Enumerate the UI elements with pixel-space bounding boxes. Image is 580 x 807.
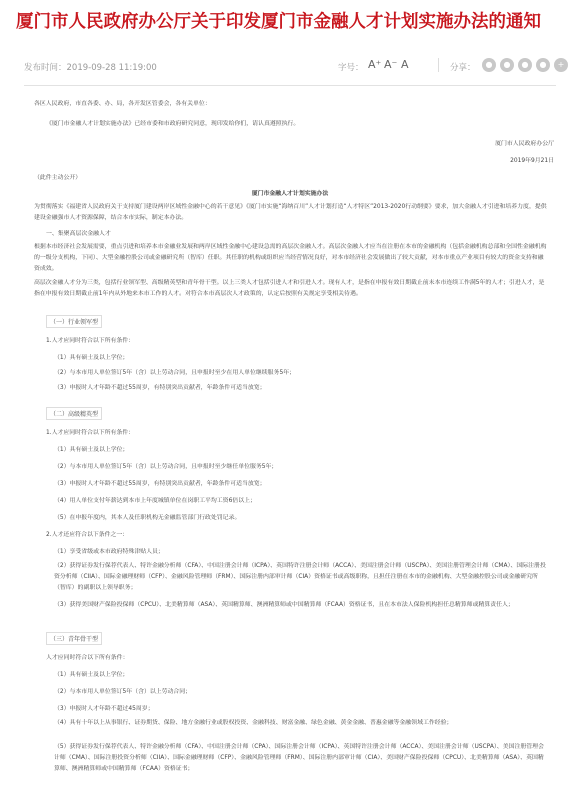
list-intro: 1.人才应同时符合以下所有条件： xyxy=(46,430,135,436)
list-intro: 2.人才还应符合以下条件之一： xyxy=(46,532,129,538)
tencent-icon[interactable]: ● xyxy=(536,58,550,72)
list-intro: 1.人才应同时符合以下所有条件： xyxy=(46,338,135,344)
font-size-increase-button[interactable]: A⁺ xyxy=(368,58,382,71)
doc-subtitle: 厦门市金融人才计划实施办法 xyxy=(251,191,329,197)
list-intro: 人才应同时符合以下所有条件： xyxy=(46,655,129,661)
list-item: （1）具有硕士及以上学位； xyxy=(54,355,129,361)
list-item: （1）具有硕士及以上学位； xyxy=(54,672,129,678)
list-item: （2）与本市用人单位签订5年（含）以上劳动合同，且申报时至少继任单位服务5年； xyxy=(54,464,278,470)
weibo-icon[interactable]: ● xyxy=(500,58,514,72)
issue-date: 2019年9月21日 xyxy=(510,158,554,164)
paragraph: 根据本市经济社会发展需要，重点引进和培养本市金融业发展和两岸区域性金融中心建设急需的高层次金融人才。高层次金融人才应当在注册在本市的金融机构（包括金融机构总部和全国性金融机构的一级分支机构，下同）、大型金融控股公司或金融研究所（智库）任职。其任职的机构或组织应当经营情况良好，对本市经济社会发展做出了较大贡献，对本市重点产业项目有较大的资金支持和融资成效。 xyxy=(34,244,547,272)
section-heading: 一、集聚高层次金融人才 xyxy=(46,231,111,237)
meta-bar xyxy=(24,54,565,78)
list-item: （2）与本市用人单位签订5年（含）以上劳动合同，且申报时至少在用人单位继续服务5年； xyxy=(54,370,295,376)
list-item: （3）申报时人才年龄不超过55周岁，有特别突出贡献者，年龄条件可适当放宽； xyxy=(54,385,266,391)
more-icon[interactable]: + xyxy=(554,58,568,72)
font-size-decrease-button[interactable]: A⁻ xyxy=(384,58,398,71)
subsection-heading: （二）高级精英型 xyxy=(46,407,102,420)
publish-time: 2019-09-28 11:19:00 xyxy=(66,63,157,73)
list-item: （1）具有硕士及以上学位； xyxy=(54,447,129,453)
subsection-heading: （三）青年骨干型 xyxy=(46,632,102,645)
list-item: （3）申报时人才年龄不超过55周岁，有特别突出贡献者，年龄条件可适当放宽； xyxy=(54,481,266,487)
list-item: （4）用人单位支付年薪达到本市上年度城镇单位在岗职工平均工资6倍以上； xyxy=(54,498,256,504)
divider-line xyxy=(24,85,556,86)
list-item: （5）在申报年度内，其本人及任职机构无金融监管部门行政处罚记录。 xyxy=(54,515,241,521)
list-item: （3）获得美国财产保险投保师（CPCU）、北美精算师（ASA）、英国精算师、澳洲精算师或中国精算师（FCAA）资格证书，且在本市法人保险机构担任总精算师或精算责任人； xyxy=(54,602,514,608)
paragraph: 为贯彻落实《福建省人民政府关于支持厦门建设两岸区域性金融中心的若干意见》《厦门市实施“海纳百川”人才计划打造“人才特区”2013-2020行动纲要》要求，加大金融人才引进和培养力度，提供建设金融强市人才资源保障，结合本市实际，制定本办法。 xyxy=(34,204,547,221)
list-item: （3）申报时人才年龄不超过45周岁； xyxy=(54,706,154,712)
font-size-label: 字号： xyxy=(338,63,364,73)
recipients: 各区人民政府，市直各委、办、局，各开发区管委会，各有关单位： xyxy=(34,101,211,107)
issuer: 厦门市人民政府办公厅 xyxy=(495,141,554,147)
list-item: （1）享受省级或本市政府特殊津贴人员； xyxy=(54,549,164,555)
qzone-icon[interactable]: ● xyxy=(518,58,532,72)
publish-info xyxy=(24,61,157,73)
publish-label: 发布时间： xyxy=(24,63,67,73)
intro-paragraph: 《厦门市金融人才计划实施办法》已经市委和市政府研究同意，现印发给你们，请认真遵照执行。 xyxy=(46,121,300,127)
list-item: （2）与本市用人单位签订5年（含）以上劳动合同； xyxy=(54,689,192,695)
font-size-reset-button[interactable]: A xyxy=(401,58,409,71)
page-title: 厦门市人民政府办公厅关于印发厦门市金融人才计划实施办法的通知 xyxy=(16,12,541,32)
paragraph: 高层次金融人才分为三类，包括行业领军型、高级精英型和青年骨干型。以上三类人才包括引进人才和引进人才。现有人才，是指在申报有效日期截止前未本市连续工作满5年的人才；引进人才，是指在申报有效日期截止前1年内从外地来本市工作的人才。对符合本市高层次人才政策的，认定后按照有关规定享受相关待遇。 xyxy=(34,280,545,297)
wechat-icon[interactable]: ● xyxy=(482,58,496,72)
list-item: （2）获得证券发行保荐代表人、特许金融分析师（CFA）、中国注册会计师（ICPA）、英国特许注册会计师（ACCA）、美国注册会计师（USCPA）、美国注册管理会计师（CMA）、国际注册投资分析师（CIIA）、国际金融理财师（CFP）、金融风险管理师（FRM）、国际注册内部审计师（CIA）资格证书或高级职称，且担任注册在本市的金融机构、大型金融控股公司或金融研究所（智库）的副职以上领导职务； xyxy=(54,563,546,591)
divider xyxy=(438,58,439,72)
public-note: （此件主动公开） xyxy=(34,175,82,181)
share-label: 分享： xyxy=(450,63,476,73)
subsection-heading: （一）行业领军型 xyxy=(46,315,102,328)
list-item: （5）获得证券发行保荐代表人、特许金融分析师（CFA）、中国注册会计师（CPA）、国际注册会计师（ICPA）、英国特许注册会计师（ACCA）、美国注册会计师（USCPA）、美国注册管理会计师（CMA）、国际注册投资分析师（CIIA）、国际金融理财师（CFP）、金融风险管理师（FRM）、国际注册内部审计师（CIA）、美国财产保险投保师（CPCU）、北美精算师（ASA）、英国精算师、澳洲精算师或中国精算师（FCAA）资格证书； xyxy=(54,744,544,772)
list-item: （4）具有十年以上从事银行、证券期货、保险、地方金融行业或股权投资、金融科技、财富金融、绿色金融、黄金金融、普惠金融等金融领域工作经验； xyxy=(54,720,453,726)
